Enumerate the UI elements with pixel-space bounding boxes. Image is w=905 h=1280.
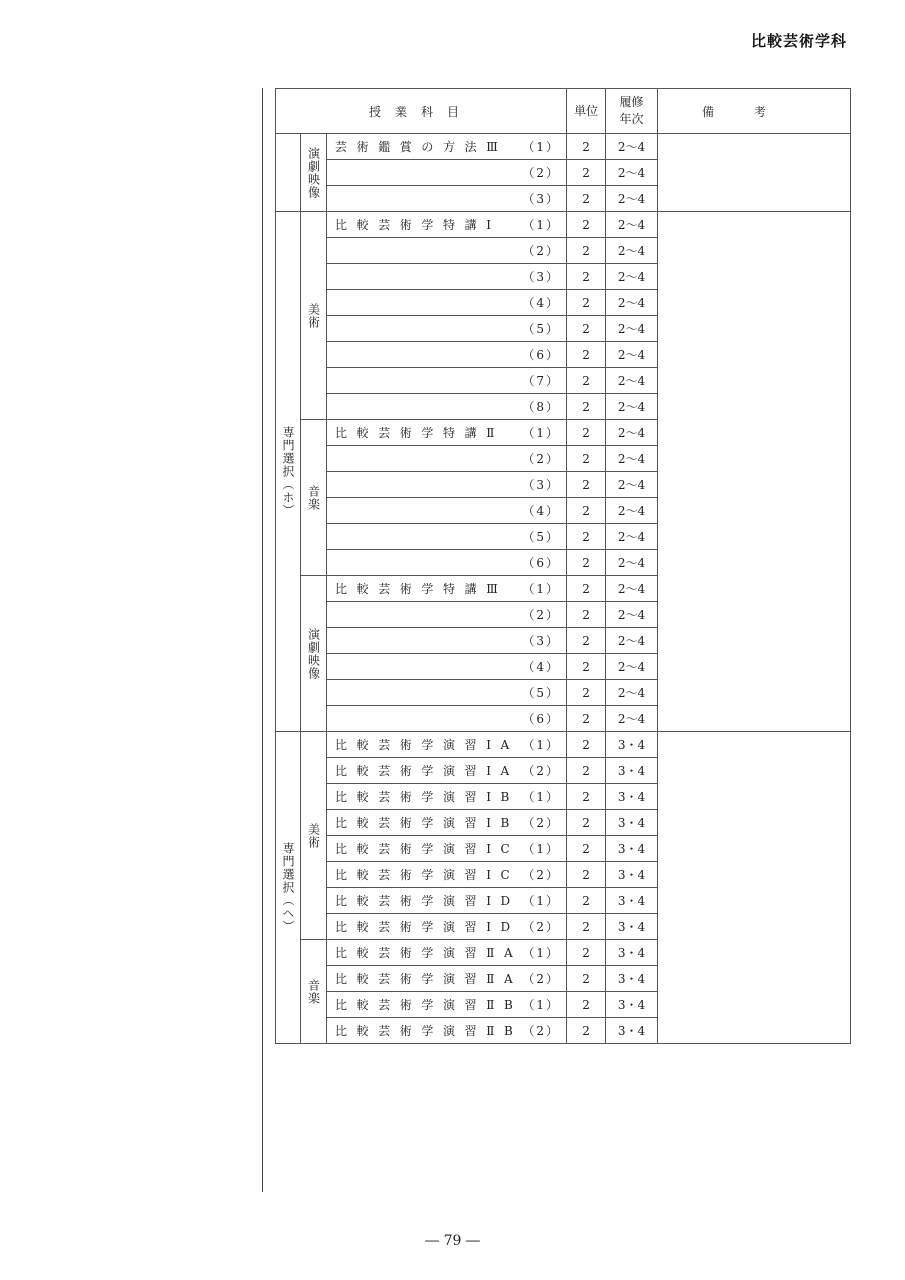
year-cell: 2〜4 [606,264,658,290]
year-cell: 3・4 [606,888,658,914]
subject-number: （3） [522,270,561,284]
subject-name: 芸術鑑賞の方法Ⅲ [335,140,508,154]
credits-cell: 2 [567,862,606,888]
field-label: 音楽 [306,978,321,1005]
subject-cell [327,550,567,576]
subject-cell [327,212,567,238]
credits-cell: 2 [567,238,606,264]
credits-cell: 2 [567,420,606,446]
category-cell [276,212,301,732]
credits-cell: 2 [567,446,606,472]
notes-cell [658,732,851,1044]
credits-cell: 2 [567,394,606,420]
subject-cell [327,810,567,836]
year-cell: 2〜4 [606,342,658,368]
year-cell: 2〜4 [606,316,658,342]
subject-cell [327,628,567,654]
subject-name: 比較芸術学演習ⅠB [335,790,519,804]
subject-name: 比較芸術学演習ⅠD [335,920,520,934]
credits-cell: 2 [567,940,606,966]
credits-cell: 2 [567,472,606,498]
credits-cell: 2 [567,758,606,784]
field-cell [301,420,327,576]
year-cell: 3・4 [606,836,658,862]
subject-number: （1） [522,946,561,960]
credits-cell: 2 [567,966,606,992]
subject-cell [327,680,567,706]
year-cell: 3・4 [606,810,658,836]
field-label: 美術 [306,822,321,849]
field-cell [301,212,327,420]
year-cell: 3・4 [606,914,658,940]
credits-cell: 2 [567,992,606,1018]
subject-number: （1） [522,582,561,596]
subject-name: 比較芸術学演習ⅠA [335,764,519,778]
header-year-label: 履修年次 [619,95,644,126]
credits-cell: 2 [567,680,606,706]
credits-cell: 2 [567,706,606,732]
subject-name: 比較芸術学特講Ⅲ [335,582,508,596]
credits-cell: 2 [567,550,606,576]
subject-cell [327,576,567,602]
year-cell: 2〜4 [606,654,658,680]
credits-cell: 2 [567,784,606,810]
category-label: 専門選択（ヘ） [281,842,295,933]
field-cell [301,134,327,212]
subject-cell [327,316,567,342]
year-cell: 2〜4 [606,602,658,628]
header-year [606,89,658,134]
subject-cell [327,1018,567,1044]
year-cell: 2〜4 [606,394,658,420]
credits-cell: 2 [567,498,606,524]
year-cell: 2〜4 [606,238,658,264]
field-label: 演劇映像 [306,627,321,680]
subject-name: 比較芸術学演習ⅠC [335,868,520,882]
subject-number: （2） [522,868,561,882]
subject-name: 比較芸術学特講Ⅰ [335,218,501,232]
credits-cell: 2 [567,888,606,914]
subject-cell [327,420,567,446]
credits-cell: 2 [567,654,606,680]
subject-name: 比較芸術学演習ⅠB [335,816,519,830]
subject-number: （3） [522,634,561,648]
subject-cell [327,758,567,784]
header-notes: 備考 [658,89,851,134]
subject-cell [327,290,567,316]
subject-number: （1） [522,218,561,232]
subject-cell [327,940,567,966]
subject-name: 比較芸術学演習ⅡA [335,946,523,960]
credits-cell: 2 [567,368,606,394]
subject-number: （5） [522,322,561,336]
subject-name: 比較芸術学演習ⅠD [335,894,520,908]
credits-cell: 2 [567,836,606,862]
field-cell [301,732,327,940]
year-cell: 3・4 [606,940,658,966]
year-cell: 2〜4 [606,576,658,602]
subject-number: （3） [522,192,561,206]
subject-number: （2） [522,816,561,830]
subject-number: （1） [522,738,561,752]
subject-cell [327,862,567,888]
credits-cell: 2 [567,212,606,238]
subject-cell [327,134,567,160]
subject-number: （2） [522,452,561,466]
year-cell: 3・4 [606,758,658,784]
subject-cell [327,186,567,212]
subject-number: （6） [522,348,561,362]
subject-cell [327,498,567,524]
subject-number: （2） [522,1024,561,1038]
year-cell: 3・4 [606,966,658,992]
year-cell: 3・4 [606,784,658,810]
subject-cell [327,888,567,914]
year-cell: 2〜4 [606,186,658,212]
header-credits: 単位 [567,89,606,134]
year-cell: 3・4 [606,862,658,888]
subject-cell [327,472,567,498]
subject-name: 比較芸術学演習ⅡB [335,998,523,1012]
subject-cell [327,446,567,472]
table-row [276,212,851,238]
subject-name: 比較芸術学演習ⅡA [335,972,523,986]
credits-cell: 2 [567,810,606,836]
subject-number: （2） [522,920,561,934]
subject-number: （4） [522,660,561,674]
year-cell: 2〜4 [606,290,658,316]
subject-number: （2） [522,166,561,180]
field-cell [301,940,327,1044]
subject-number: （3） [522,478,561,492]
year-cell: 3・4 [606,732,658,758]
credits-cell: 2 [567,732,606,758]
subject-number: （5） [522,686,561,700]
table-body [276,134,851,1044]
subject-cell [327,836,567,862]
subject-number: （8） [522,400,561,414]
subject-cell [327,602,567,628]
subject-cell [327,368,567,394]
subject-cell [327,238,567,264]
subject-cell [327,706,567,732]
field-cell [301,576,327,732]
margin-rule [262,88,263,1192]
year-cell: 2〜4 [606,212,658,238]
subject-name: 比較芸術学演習ⅠC [335,842,520,856]
subject-number: （6） [522,556,561,570]
subject-name: 比較芸術学特講Ⅱ [335,426,504,440]
credits-cell: 2 [567,628,606,654]
subject-cell [327,524,567,550]
subject-number: （2） [522,244,561,258]
year-cell: 3・4 [606,1018,658,1044]
subject-cell [327,160,567,186]
subject-cell [327,732,567,758]
year-cell: 2〜4 [606,706,658,732]
subject-number: （4） [522,504,561,518]
subject-number: （4） [522,296,561,310]
credits-cell: 2 [567,524,606,550]
credits-cell: 2 [567,290,606,316]
credits-cell: 2 [567,160,606,186]
department-title: 比較芸術学科 [750,32,847,50]
year-cell: 2〜4 [606,472,658,498]
subject-number: （5） [522,530,561,544]
category-cell [276,732,301,1044]
subject-cell [327,784,567,810]
credits-cell: 2 [567,264,606,290]
year-cell: 2〜4 [606,680,658,706]
notes-cell [658,212,851,732]
page-number: ― 79 ― [425,1233,480,1249]
field-label: 美術 [306,302,321,329]
credits-cell: 2 [567,914,606,940]
credits-cell: 2 [567,186,606,212]
credits-cell: 2 [567,342,606,368]
subject-number: （1） [522,426,561,440]
year-cell: 2〜4 [606,420,658,446]
subject-cell [327,914,567,940]
year-cell: 2〜4 [606,446,658,472]
credits-cell: 2 [567,576,606,602]
field-label: 演劇映像 [306,146,321,199]
table-row [276,134,851,160]
field-label: 音楽 [306,484,321,511]
table-header-row [276,89,851,134]
subject-number: （1） [522,894,561,908]
year-cell: 2〜4 [606,550,658,576]
credits-cell: 2 [567,602,606,628]
year-cell: 2〜4 [606,368,658,394]
credits-cell: 2 [567,1018,606,1044]
subject-number: （6） [522,712,561,726]
header-subject: 授業科目 [276,89,567,134]
table-row [276,732,851,758]
subject-cell [327,342,567,368]
credits-cell: 2 [567,316,606,342]
year-cell: 2〜4 [606,498,658,524]
subject-cell [327,654,567,680]
credits-cell: 2 [567,134,606,160]
subject-cell [327,264,567,290]
year-cell: 2〜4 [606,134,658,160]
subject-number: （1） [522,842,561,856]
notes-cell [658,134,851,212]
subject-cell [327,992,567,1018]
year-cell: 2〜4 [606,628,658,654]
subject-cell [327,394,567,420]
subject-name: 比較芸術学演習ⅠA [335,738,519,752]
subject-number: （2） [522,608,561,622]
curriculum-table [275,88,851,1044]
subject-number: （2） [522,972,561,986]
subject-number: （1） [522,140,561,154]
year-cell: 2〜4 [606,160,658,186]
year-cell: 3・4 [606,992,658,1018]
subject-number: （1） [522,790,561,804]
subject-number: （7） [522,374,561,388]
subject-cell [327,966,567,992]
year-cell: 2〜4 [606,524,658,550]
subject-name: 比較芸術学演習ⅡB [335,1024,523,1038]
category-cell [276,134,301,212]
subject-number: （1） [522,998,561,1012]
category-label: 専門選択（ホ） [281,426,295,517]
subject-number: （2） [522,764,561,778]
